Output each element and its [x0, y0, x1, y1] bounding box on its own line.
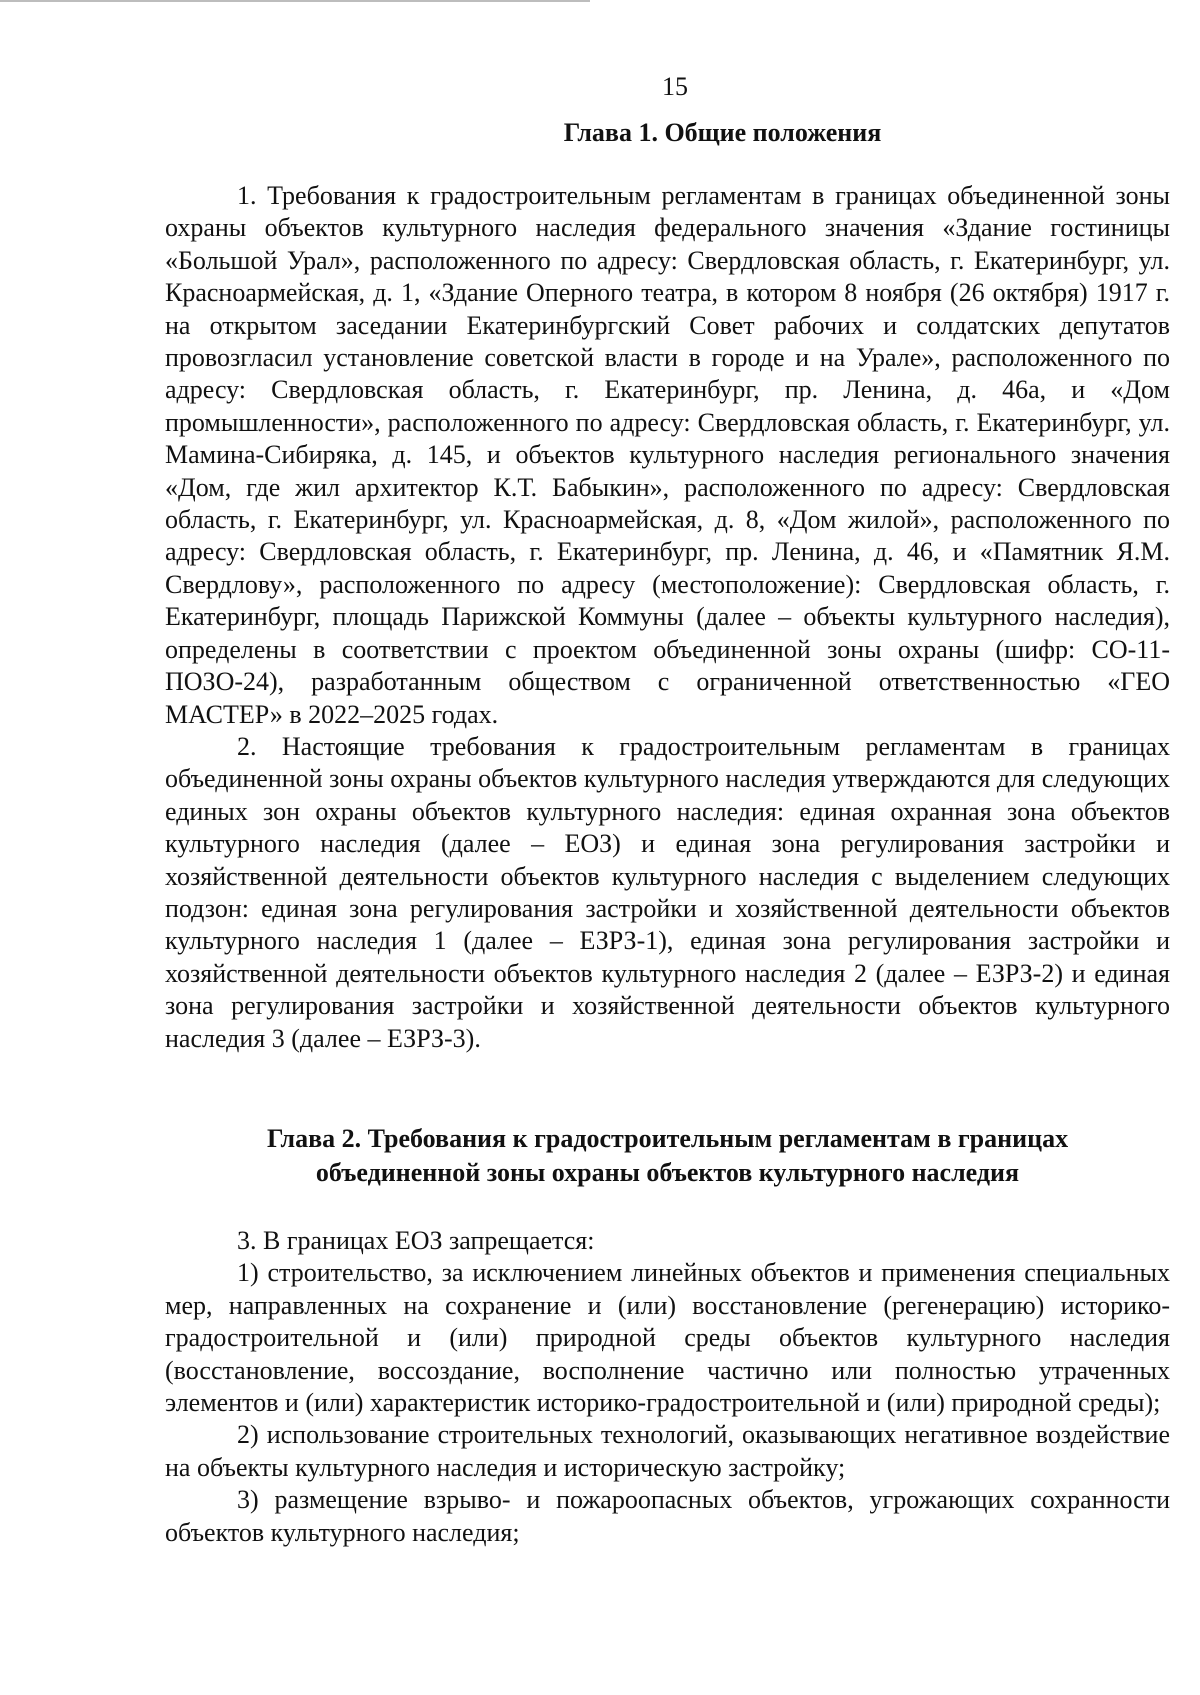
list-item-2: 2) использование строительных технологий, оказывающих негативное воздействие на объекты культурного наследия и историческую застройку; — [165, 1420, 1170, 1482]
list-item-1: 1) строительство, за исключением линейных объектов и применения специальных мер, направленных на сохранение и (или) восстановление (регенерацию) историко-градостроительной и (или) природной среды объектов культурного наследия (восстановление, воссоздание, восполнение частично или полностью утраченных элементов и (или) характеристик историко-градостроительной и (или) природной среды); — [165, 1258, 1170, 1418]
paragraph-3: 3. В границах ЕОЗ запрещается: — [237, 1226, 595, 1255]
chapter-1-body — [165, 180, 1170, 1055]
chapter-2-body — [165, 1225, 1170, 1549]
paragraph-1: 1. Требования к градостроительным регламентам в границах объединенной зоны охраны объектов культурного наследия федерального значения «Здание гостиницы «Большой Урал», расположенного по адресу: Свердловская область, г. Екатеринбург, ул. Красноармейская, д. 1, «Здание Оперного театра, в котором 8 ноября (26 октября) 1917 г. на открытом заседании Екатеринбургский Совет рабочих и солдатских депутатов провозгласил установление советской власти в городе и на Урале», расположенного по адресу: Свердловская область, г. Екатеринбург, пр. Ленина, д. 46а, и «Дом промышленности», расположенного по адресу: Свердловская область, г. Екатеринбург, ул. Мамина-Сибиряка, д. 145, и объектов культурного наследия регионального значения «Дом, где жил архитектор К.Т. Бабыкин», расположенного по адресу: Свердловская область, г. Екатеринбург, ул. Красноармейская, д. 8, «Дом жилой», расположенного по адресу: Свердловская область, г. Екатеринбург, пр. Ленина, д. 46, и «Памятник Я.М. Свердлову», расположенного по адресу (местоположение): Свердловская область, г. Екатеринбург, площадь Парижской Коммуны (далее – объекты культурного наследия), определены в соответствии с проектом объединенной зоны охраны (шифр: СО-11-ПОЗО-24), разработанным обществом с ограниченной ответственностью «ГЕО МАСТЕР» в 2022–2025 годах. — [165, 181, 1170, 729]
chapter-1-title: Глава 1. Общие положения — [563, 118, 882, 147]
paragraph-2: 2. Настоящие требования к градостроительным регламентам в границах объединенной зоны охраны объектов культурного наследия утверждаются для следующих единых зон охраны объектов культурного наследия: единая охранная зона объектов культурного наследия (далее – ЕОЗ) и единая зона регулирования застройки и хозяйственной деятельности объектов культурного наследия с выделением следующих подзон: единая зона регулирования застройки и хозяйственной деятельности объектов культурного наследия 1 (далее – ЕЗРЗ-1), единая зона регулирования застройки и хозяйственной деятельности объектов культурного наследия 2 (далее – ЕЗРЗ-2) и единая зона регулирования застройки и хозяйственной деятельности объектов культурного наследия 3 (далее – ЕЗРЗ-3). — [165, 731, 1170, 1053]
page-number: 15 — [662, 72, 688, 101]
list-item-3: 3) размещение взрыво- и пожароопасных объектов, угрожающих сохранности объектов культурного наследия; — [165, 1485, 1170, 1547]
chapter-2-title — [165, 1122, 1170, 1190]
chapter-2-title-line-2: объединенной зоны охраны объектов культурного наследия — [315, 1158, 1020, 1187]
scan-top-edge — [0, 0, 590, 2]
chapter-2-title-line-1: Глава 2. Требования к градостроительным регламентам в границах — [266, 1124, 1069, 1153]
